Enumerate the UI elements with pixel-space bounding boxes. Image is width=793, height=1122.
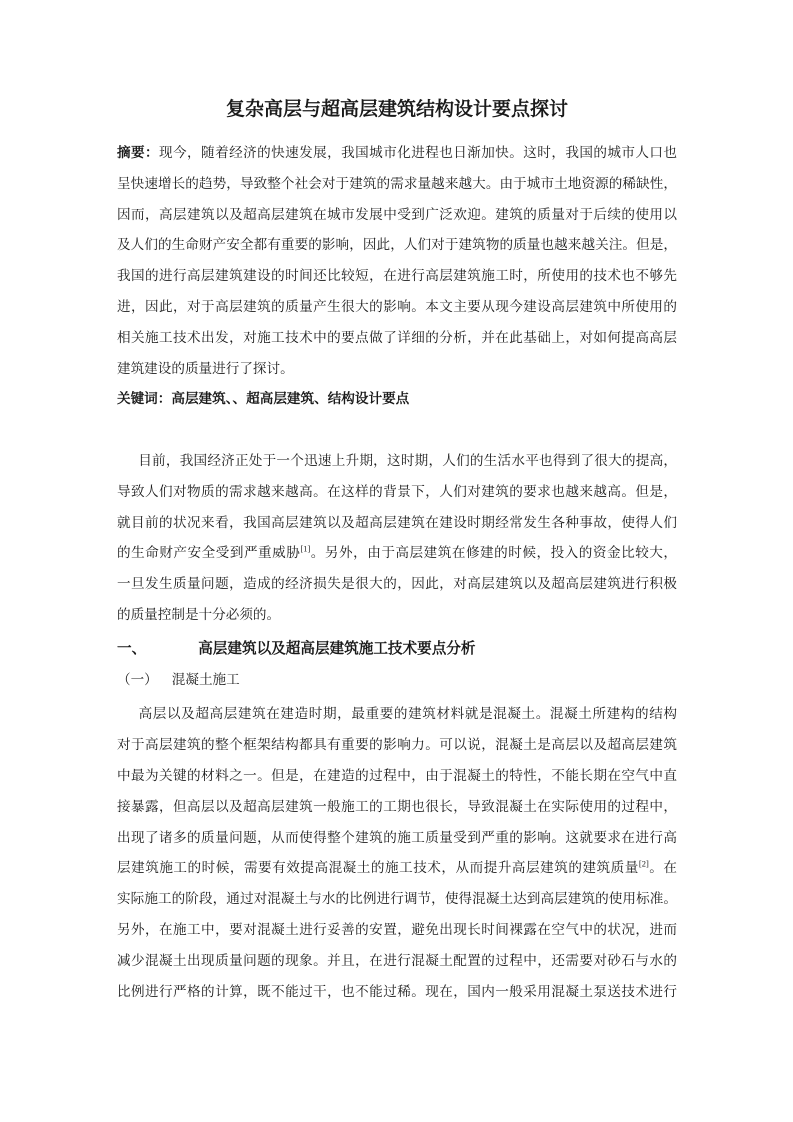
text-segment: 摘要： bbox=[117, 145, 160, 160]
body-line bbox=[117, 446, 677, 477]
text-segment: 相关施工技术出发，对施工技术中的要点做了详细的分析，并在此基础上，对如何提高高层 bbox=[117, 329, 677, 345]
body-line bbox=[117, 977, 677, 1008]
text-segment: 对于高层建筑的整个框架结构都具有重要的影响力。可以说，混凝土是高层以及超高层建筑 bbox=[117, 737, 677, 753]
body-line bbox=[117, 853, 677, 884]
text-segment: 目前，我国经济正处于一个迅速上升期，这时期，人们的生活水平也得到了很大的提高， bbox=[138, 452, 677, 468]
body-line bbox=[117, 600, 677, 631]
text-segment: 层建筑施工的时候，需要有效提高混凝土的施工技术，从而提升高层建筑的建筑质量 bbox=[117, 860, 639, 876]
text-segment: 关键词：高层建筑、、超高层建筑、结构设计要点 bbox=[117, 391, 410, 407]
subsection-heading bbox=[117, 665, 677, 696]
abstract-line bbox=[117, 354, 677, 385]
text-segment: 比例进行严格的计算，既不能过干，也不能过稀。现在，国内一般采用混凝土泵送技术进行 bbox=[117, 983, 677, 999]
abstract-line bbox=[117, 292, 677, 323]
text-segment: 高层以及超高层建筑在建造时期，最重要的建筑材料就是混凝土。混凝土所建构的结构 bbox=[138, 706, 677, 722]
text-segment: 中最为关键的材料之一。但是，在建造的过程中，由于混凝土的特性，不能长期在空气中直 bbox=[117, 767, 677, 783]
text-segment: 一旦发生质量问题，造成的经济损失是很大的，因此，对高层建筑以及超高层建筑进行积极 bbox=[117, 576, 677, 592]
text-segment: 建筑建设的质量进行了探讨。 bbox=[117, 360, 294, 376]
section-heading bbox=[117, 634, 677, 665]
abstract-line bbox=[117, 169, 677, 200]
text-segment: 。另外，由于高层建筑在修建的时候，投入的资金比较大， bbox=[310, 545, 677, 561]
body-line bbox=[117, 730, 677, 761]
text-segment: 另外，在施工中，要对混凝土进行妥善的安置，避免出现长时间裸露在空气中的状况，进而 bbox=[117, 921, 677, 937]
text-segment: 实际施工的阶段，通过对混凝土与水的比例进行调节，使得混凝土达到高层建筑的使用标准。 bbox=[117, 891, 677, 907]
text-segment: 导致人们对物质的需求越来越高。在这样的背景下，人们对建筑的要求也越来越高。但是， bbox=[117, 483, 677, 499]
text-segment: 我国的进行高层建筑建设的时间还比较短，在进行高层建筑施工时，所使用的技术也不够先 bbox=[117, 268, 677, 284]
body-line bbox=[117, 477, 677, 508]
body-line bbox=[117, 946, 677, 977]
text-segment: 就目前的状况来看，我国高层建筑以及超高层建筑在建设时期经常发生各种事故，使得人们 bbox=[117, 514, 677, 530]
text-segment: 混凝土施工 bbox=[171, 671, 240, 687]
footnote-ref: [1] bbox=[300, 543, 311, 554]
abstract-line bbox=[117, 200, 677, 231]
indent-space bbox=[117, 464, 138, 465]
text-segment: 减少混凝土出现质量问题的现象。并且，在进行混凝土配置的过程中，还需要对砂石与水的 bbox=[117, 952, 677, 968]
abstract-line bbox=[117, 261, 677, 292]
text-segment: （一） bbox=[117, 671, 158, 687]
text-segment: 的生命财产安全受到严重威胁 bbox=[117, 545, 301, 561]
abstract-line bbox=[117, 138, 677, 169]
indent-space bbox=[146, 652, 198, 653]
body-line bbox=[117, 538, 677, 569]
text-segment: 的质量控制是十分必须的。 bbox=[117, 606, 281, 622]
blank-line bbox=[117, 415, 677, 446]
text-segment: 出现了诸多的质量问题，从而使得整个建筑的施工质量受到严重的影响。这就要求在进行高 bbox=[117, 829, 677, 845]
text-segment: 接暴露，但高层以及超高层建筑一般施工的工期也很长，导致混凝土在实际使用的过程中， bbox=[117, 798, 677, 814]
document-lines bbox=[117, 138, 677, 1007]
text-segment: 及人们的生命财产安全都有重要的影响，因此，人们对于建筑物的质量也越来越关注。但是， bbox=[117, 237, 677, 253]
text-segment: 一、 bbox=[117, 640, 147, 657]
document-content bbox=[117, 0, 677, 1007]
abstract-line bbox=[117, 230, 677, 261]
body-line bbox=[117, 761, 677, 792]
text-segment: 呈快速增长的趋势，导致整个社会对于建筑的需求量越来越大。由于城市土地资源的稀缺性， bbox=[117, 175, 677, 191]
paper-title: 复杂高层与超高层建筑结构设计要点探讨 bbox=[225, 99, 568, 120]
text-segment: 现今，随着经济的快速发展，我国城市化进程也日渐加快。这时，我国的城市人口也 bbox=[159, 145, 677, 160]
body-line bbox=[117, 823, 677, 854]
body-line bbox=[117, 792, 677, 823]
keywords-line bbox=[117, 384, 677, 415]
indent-space bbox=[158, 683, 172, 684]
indent-space bbox=[117, 717, 138, 718]
body-line bbox=[117, 915, 677, 946]
text-segment: 因而，高层建筑以及超高层建筑在城市发展中受到广泛欢迎。建筑的质量对于后续的使用以 bbox=[117, 206, 677, 222]
body-line bbox=[117, 508, 677, 539]
body-line bbox=[117, 884, 677, 915]
footnote-ref: [2] bbox=[638, 858, 649, 869]
body-line bbox=[117, 569, 677, 600]
abstract-line bbox=[117, 323, 677, 354]
body-line bbox=[117, 699, 677, 730]
text-segment: 高层建筑以及超高层建筑施工技术要点分析 bbox=[198, 640, 476, 657]
text-segment: 进，因此，对于高层建筑的质量产生很大的影响。本文主要从现今建设高层建筑中所使用的 bbox=[117, 298, 677, 314]
text-segment: 。在 bbox=[648, 860, 678, 876]
